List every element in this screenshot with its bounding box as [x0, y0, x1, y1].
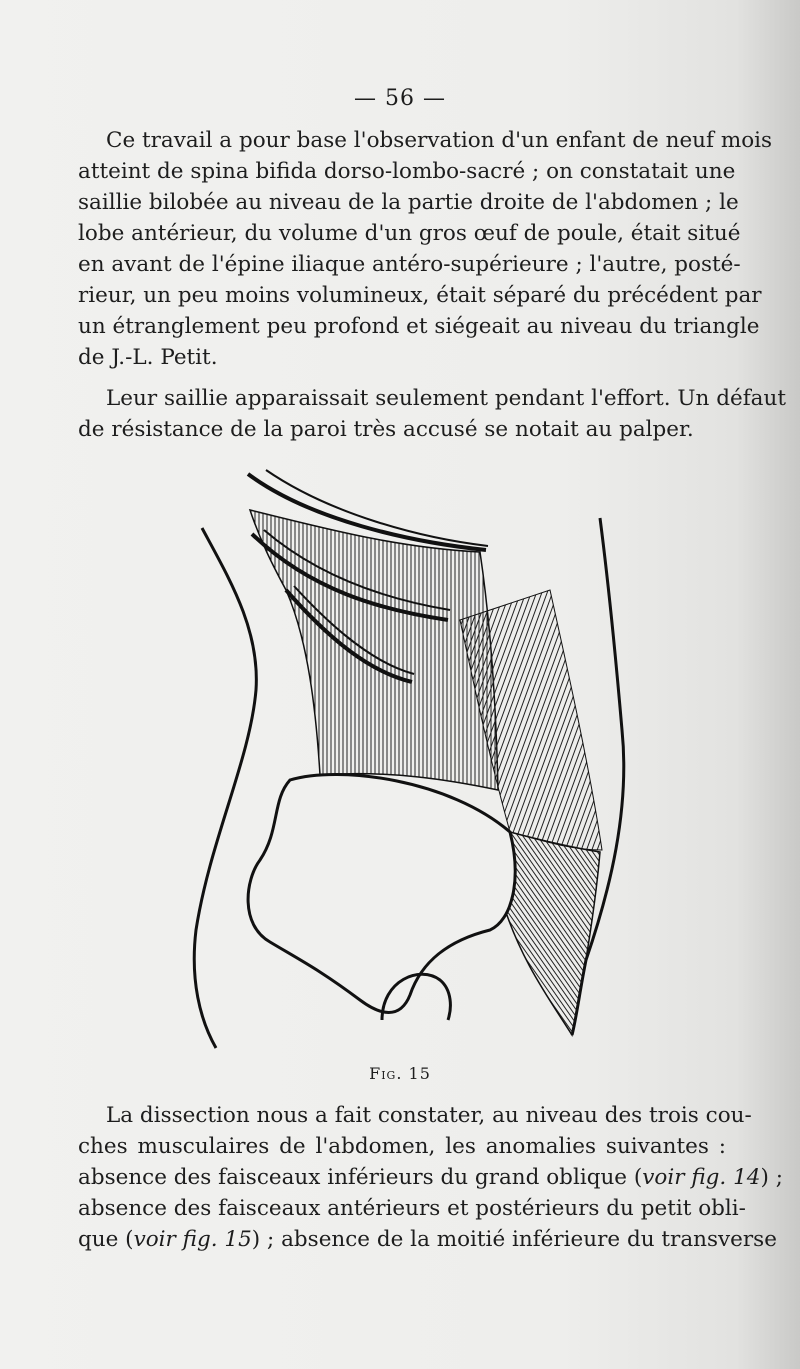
text-line: lobe antérieur, du volume d'un gros œuf de poule, était situé	[78, 221, 741, 246]
text-line: ches musculaires de l'abdomen, les anomalies suivantes :	[78, 1134, 726, 1159]
text-line: de J.-L. Petit.	[78, 345, 218, 370]
paragraph-2	[78, 383, 786, 445]
figure-caption: Fig. 15	[369, 1064, 431, 1083]
text-line: absence des faisceaux antérieurs et postérieurs du petit obli-	[78, 1196, 746, 1221]
page-number: — 56 —	[354, 86, 446, 111]
text-fragment: ) ; absence de la moitié inférieure du transverse	[251, 1227, 777, 1252]
text-line	[78, 1224, 777, 1255]
text-line: de résistance de la paroi très accusé se notait au palper.	[78, 417, 694, 442]
text-fragment: ) ;	[760, 1165, 783, 1190]
text-line: La dissection nous a fait constater, au niveau des trois cou-	[106, 1103, 752, 1128]
text-line: un étranglement peu profond et siégeait au niveau du triangle	[78, 314, 760, 339]
text-fragment: que (	[78, 1227, 134, 1252]
figure-reference: voir fig. 15	[133, 1227, 252, 1252]
text-line	[78, 1162, 783, 1193]
text-fragment: absence des faisceaux inférieurs du grand oblique (	[78, 1165, 643, 1190]
anatomical-engraving-icon	[190, 460, 650, 1060]
paragraph-3	[78, 1100, 783, 1255]
paragraph-1	[78, 125, 773, 373]
text-line: Leur saillie apparaissait seulement pendant l'effort. Un défaut	[106, 386, 786, 411]
text-line: rieur, un peu moins volumineux, était séparé du précédent par	[78, 283, 762, 308]
text-line: atteint de spina bifida dorso-lombo-sacré ; on constatait une	[78, 159, 736, 184]
text-line: saillie bilobée au niveau de la partie droite de l'abdomen ; le	[78, 190, 739, 215]
text-line: Ce travail a pour base l'observation d'un enfant de neuf mois	[106, 128, 773, 153]
anatomical-figure	[190, 460, 650, 1060]
text-line: en avant de l'épine iliaque antéro-supérieure ; l'autre, posté-	[78, 252, 741, 277]
figure-reference: voir fig. 14	[642, 1165, 761, 1190]
